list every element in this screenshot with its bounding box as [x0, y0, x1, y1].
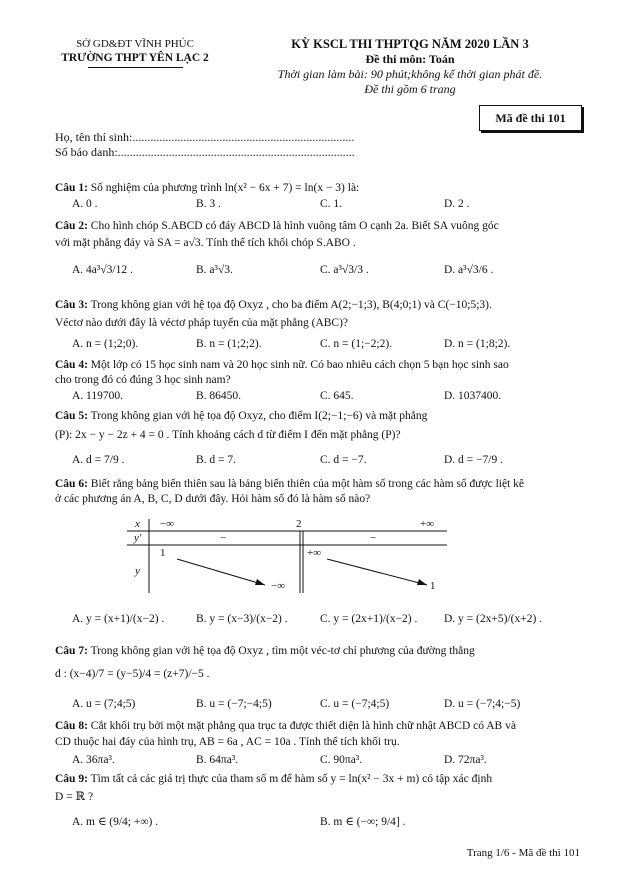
option-b: B. m ∈ (−∞; 9/4] .: [320, 816, 406, 828]
page-footer: Trang 1/6 - Mã đề thi 101: [466, 847, 580, 859]
option-a: A. n = (1;2;0).: [72, 338, 139, 350]
candidate-id-line: Số báo danh:...............................................................................: [55, 145, 355, 159]
question-number: Câu 3:: [55, 299, 88, 311]
vt-y-left-1: 1: [160, 547, 166, 559]
option-a: A. 119700.: [72, 390, 124, 402]
question-4: [55, 358, 580, 373]
candidate-name-line: Họ, tên thí sinh:..........................................................................: [55, 130, 355, 144]
question-7: [55, 644, 580, 659]
option-c: C. d = −7.: [320, 454, 367, 466]
question-number: Câu 8:: [55, 720, 88, 732]
option-c: C. 90πa³.: [320, 754, 363, 766]
vt-x-label: x: [135, 518, 140, 530]
question-text: Cắt khối trụ bởi một mặt phẳng qua trục ta được thiết diện là hình chữ nhật ABCD có AB và: [90, 720, 516, 732]
option-b: B. 86450.: [196, 390, 242, 402]
question-9-options: [72, 815, 582, 829]
option-d: D. a³√3/6 .: [444, 264, 494, 276]
question-text: Tìm tất cả các giá trị thực của tham số m để hàm số y = ln(x² − 3x + m) có tập xác định: [90, 773, 493, 785]
option-c: C. 1.: [320, 198, 343, 210]
option-b: B. 64πa³.: [196, 754, 239, 766]
vt-sign-2: −: [370, 532, 377, 544]
question-3-options: [72, 337, 582, 351]
option-b: B. y = (x−3)/(x−2) .: [196, 613, 288, 625]
question-6-line2: ở các phương án A, B, C, D dưới đây. Hỏi hàm số đó là hàm số nào?: [55, 493, 371, 505]
question-5-options: [72, 453, 582, 467]
question-7-options: [72, 697, 582, 711]
question-8-line2: CD thuộc hai đáy của hình trụ, AB = 6a , AC = 10a . Tính thể tích khối trụ.: [55, 736, 400, 748]
question-text: Biết rằng bảng biến thiên sau là bảng biến thiên của một hàm số trong các hàm số được liệt kê: [90, 478, 525, 490]
question-number: Câu 5:: [55, 410, 88, 422]
question-9: [55, 772, 580, 787]
option-b: B. d = 7.: [196, 454, 237, 466]
question-6: [55, 477, 580, 492]
question-text: Trong không gian với hệ tọa độ Oxyz , cho ba điểm A(2;−1;3), B(4;0;1) và C(−10;5;3).: [90, 299, 492, 311]
option-c: C. 645.: [320, 390, 354, 402]
question-5-line2: (P): 2x − y − 2z + 4 = 0 . Tính khoảng cách d từ điểm I đến mặt phẳng (P)?: [55, 429, 401, 441]
option-d: D. 1037400.: [444, 390, 502, 402]
question-3: [55, 298, 580, 313]
option-c: C. u = (−7;4;5): [320, 698, 390, 710]
option-a: A. 4a³√3/12 .: [72, 264, 133, 276]
question-8-options: [72, 753, 582, 767]
question-number: Câu 1:: [55, 182, 88, 194]
option-d: D. y = (2x+5)/(x+2) .: [444, 613, 543, 625]
option-b: B. n = (1;2;2).: [196, 338, 262, 350]
question-2-line2: với mặt phẳng đáy và SA = a√3. Tính thể tích khối chóp S.ABO .: [55, 237, 356, 249]
school-name: TRƯỜNG THPT YÊN LẠC 2: [61, 52, 209, 64]
time-info: Thời gian làm bài: 90 phút;không kể thời gian phát đề.: [277, 67, 543, 81]
vt-y-pos-inf: +∞: [307, 547, 322, 559]
option-a: A. m ∈ (9/4; +∞) .: [72, 816, 159, 828]
option-a: A. y = (x+1)/(x−2) .: [72, 613, 165, 625]
vt-y-neg-inf: −∞: [271, 580, 286, 592]
option-b: B. u = (−7;−4;5): [196, 698, 272, 710]
question-1: [55, 181, 580, 196]
department-name: SỞ GD&ĐT VĨNH PHÚC: [76, 38, 194, 50]
vt-yprime-label: y': [134, 532, 142, 544]
question-8: [55, 719, 580, 734]
question-3-line2: Véctơ nào dưới đây là véctơ pháp tuyến của mặt phẳng (ABC)?: [55, 317, 349, 329]
question-number: Câu 9:: [55, 773, 88, 785]
option-c: C. n = (1;−2;2).: [320, 338, 393, 350]
question-2: [55, 219, 580, 234]
option-a: A. 36πa³.: [72, 754, 115, 766]
header-divider: [88, 67, 183, 68]
question-7-line2: d : (x−4)/7 = (y−5)/4 = (z+7)/−5 .: [55, 668, 210, 680]
exam-title: KỲ KSCL THI THPTQG NĂM 2020 LẦN 3: [291, 37, 529, 51]
option-b: B. 3 .: [196, 198, 221, 210]
question-5: [55, 409, 580, 424]
vt-x-neg-inf: −∞: [160, 518, 175, 530]
question-4-line2: cho trong đó có đúng 3 học sinh nam?: [55, 374, 231, 386]
vt-x-pos-inf: +∞: [420, 518, 435, 530]
option-c: C. a³√3/3 .: [320, 264, 369, 276]
question-text: Trong không gian với hệ tọa độ Oxyz, cho điểm I(2;−1;−6) và mặt phẳng: [90, 410, 428, 422]
option-d: D. u = (−7;4;−5): [444, 698, 521, 710]
question-9-line2: D = ℝ ?: [55, 791, 94, 803]
option-a: A. d = 7/9 .: [72, 454, 125, 466]
variation-table: [127, 519, 447, 593]
option-b: B. a³√3.: [196, 264, 233, 276]
question-text: Số nghiệm của phương trình ln(x² − 6x + 7) = ln(x − 3) là:: [90, 182, 360, 194]
option-a: A. u = (7;4;5): [72, 698, 136, 710]
question-number: Câu 2:: [55, 220, 88, 232]
variation-table-lines: [127, 519, 447, 593]
question-number: Câu 6:: [55, 478, 88, 490]
option-d: D. d = −7/9 .: [444, 454, 503, 466]
option-d: D. 72πa³.: [444, 754, 487, 766]
question-2-options: [72, 263, 582, 277]
vt-sign-1: −: [220, 532, 227, 544]
option-d: D. n = (1;8;2).: [444, 338, 511, 350]
question-text: Một lớp có 15 học sinh nam và 20 học sinh nữ. Có bao nhiêu cách chọn 5 bạn học sinh sao: [90, 359, 509, 371]
option-c: C. y = (2x+1)/(x−2) .: [320, 613, 418, 625]
question-text: Trong không gian với hệ tọa độ Oxyz , tìm một véc-tơ chỉ phương của đường thẳng: [90, 645, 475, 657]
option-d: D. 2 .: [444, 198, 470, 210]
question-4-options: [72, 389, 582, 403]
question-6-options: [72, 612, 582, 626]
question-text: Cho hình chóp S.ABCD có đáy ABCD là hình vuông tâm O cạnh 2a. Biết SA vuông góc: [90, 220, 499, 232]
question-number: Câu 4:: [55, 359, 88, 371]
question-1-options: [72, 197, 582, 211]
vt-x-2: 2: [296, 518, 302, 530]
subject: Đề thi môn: Toán: [365, 52, 455, 66]
vt-y-label: y: [135, 565, 140, 577]
vt-y-right-1: 1: [430, 580, 436, 592]
page-count: Đề thi gồm 6 trang: [364, 82, 456, 96]
exam-code-box: Mã đề thi 101: [479, 105, 582, 131]
question-number: Câu 7:: [55, 645, 88, 657]
option-a: A. 0 .: [72, 198, 98, 210]
